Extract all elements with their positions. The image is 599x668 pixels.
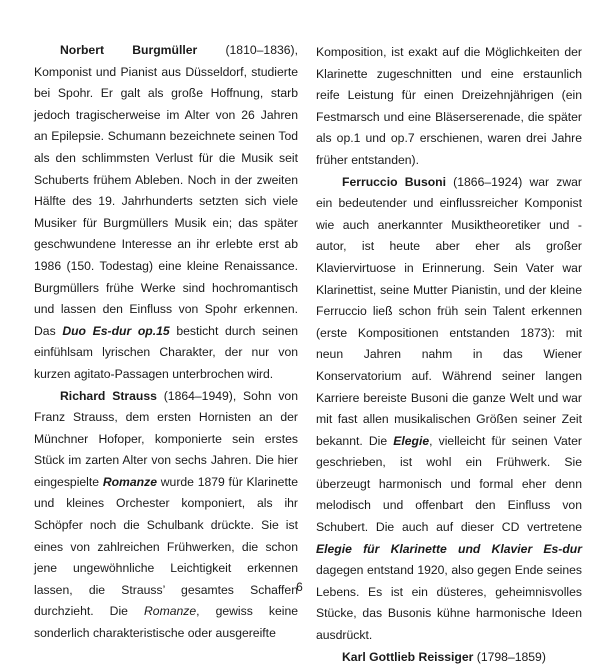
- paragraph-text: (1810–1836), Komponist und Pianist aus Düsseldorf, studierte bei Spohr. Er galt als große Hoffnung, starb jedoch tragischerweise im Alter von 26 Jahren an Epilepsie. Schumann bezeichnete seinen Tod als den schlimmsten Verlust für die Musik seit Schuberts frühem Ableben. Noch in der zweiten Hälfte des 19. Jahrhunderts setzten sich viele Musiker für Burgmüllers Musik ein; das später geschwundene Interesse an ihr erlebte erst ab 1986 (150. Todestag) eine kleine Renaissance. Burgmüllers frühe Werke sind hochromantisch und lassen den Einfluss von Spohr erkennen. Das: [34, 43, 298, 338]
- work-title: Duo Es-dur op.15: [62, 323, 170, 338]
- work-title: Elegie für Klarinette und Klavier Es-dur: [316, 541, 582, 556]
- continuation-paragraph: Komposition, ist exakt auf die Möglichkeiten der Klarinette zugeschnitten und eine erstaunlich reife Leistung für einen Dreizehnjährigen (ein Festmarsch und eine Bläserserenade, die später als op.1 und op.7 erschienen, waren drei Jahre früher entstanden).: [316, 45, 582, 167]
- composer-name: Ferruccio Busoni: [342, 174, 447, 189]
- paragraph-text: , gewiss keine sonderlich charakteristische oder ausgereifte: [34, 604, 298, 641]
- paragraph-text: , vielleicht für seinen Vater geschrieben, ist wohl ein Frühwerk. Sie überzeugt harmonisch und formal eher denn melodisch und offenbart den Einfluss von Schubert. Die auch auf dieser CD vertretene: [316, 433, 582, 535]
- paragraph-text: (1798–1859): [473, 649, 546, 664]
- paragraph-text: dagegen entstand 1920, also gegen Ende seines Lebens. Es ist ein düsteres, geheimnisvolles Stücke, das Busonis kühne harmonische Ideen ausdrückt.: [316, 563, 582, 643]
- paragraph-text: (1864–1949), Sohn von Franz Strauss, dem ersten Hornisten an der Münchner Hofoper, komponierte sein erstes Stück im zarten Alter von sechs Jahren. Die hier eingespielte: [34, 388, 298, 489]
- paragraph-text: besticht durch seinen einfühlsam lyrischen Charakter, der nur von kurzen agitato-Passagen unterbrochen wird.: [34, 323, 298, 381]
- work-title: Elegie: [393, 433, 430, 448]
- left-column: [34, 40, 298, 645]
- burgmueller-paragraph: [34, 40, 298, 386]
- right-column: [316, 42, 582, 668]
- paragraph-text: wurde 1879 für Klarinette und kleines Orchester komponiert, als ihr Schöpfer noch die Schulbank drückte. Sie ist eines von zahlreichen Frühwerken, die schon jene ungewöhnliche Leichtigkeit erkennen lassen, die Strauss’ gesamtes Schaffen durchzieht. Die: [34, 474, 299, 619]
- work-title: Romanze: [102, 474, 157, 489]
- strauss-paragraph: [34, 386, 298, 645]
- page-number: 6: [296, 580, 303, 594]
- composer-name: Karl Gottlieb Reissiger: [342, 649, 474, 664]
- paragraph-text: (1866–1924) war zwar ein bedeutender und einflussreicher Komponist wie auch anerkannter Musiktheoretiker und - autor, ist heute aber eher als großer Klaviervirtuose in Erinnerung. Sein Vater war Klarinettist, seine Mutter Pianistin, und der kleine Ferruccio ließ schon früh sein Talent erkennen (erste Kompositionen entstanden 1873): mit neun Jahren nahm in das Wiener Konservatorium auf. Während seiner langen Karriere bereiste Busoni die ganze Welt und war mit fast allen musikalischen Größen seiner Zeit bekannt. Die: [316, 174, 582, 448]
- work-title-italic: Romanze: [143, 604, 197, 619]
- composer-name: Norbert Burgmüller: [60, 43, 198, 57]
- busoni-paragraph: [316, 172, 582, 647]
- composer-name: Richard Strauss: [60, 388, 157, 403]
- reissiger-paragraph: [316, 647, 582, 668]
